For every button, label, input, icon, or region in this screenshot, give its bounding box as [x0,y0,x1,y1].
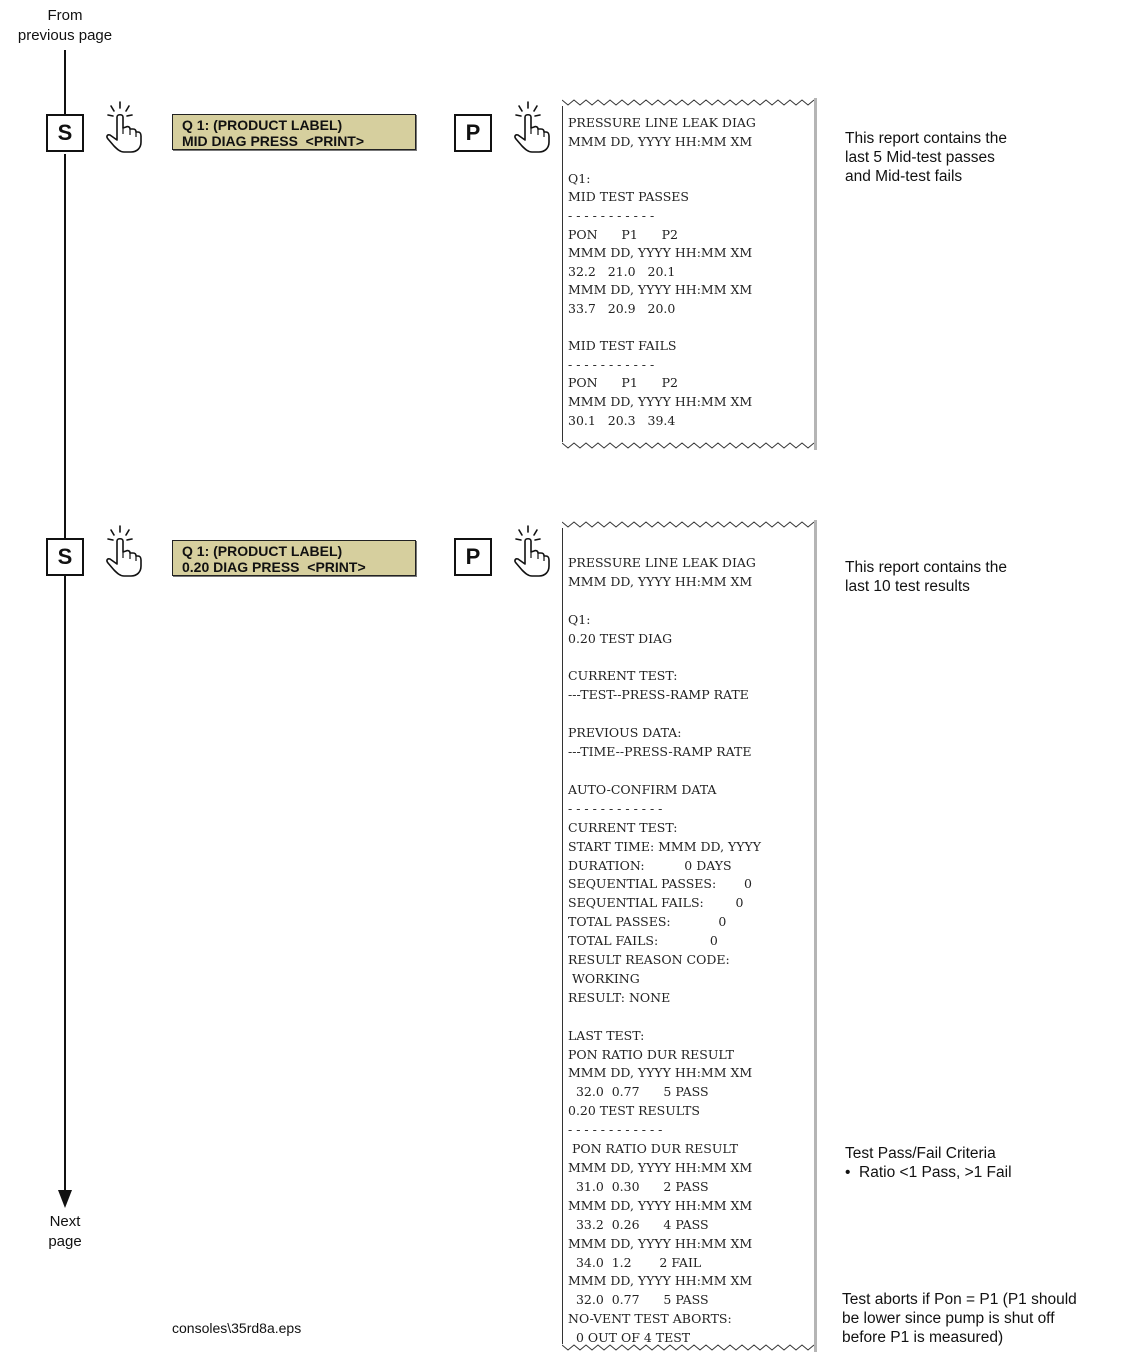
report-line: - - - - - - - - - - - - [568,800,663,816]
p-key[interactable]: P [454,538,492,576]
down-arrow-icon [58,1190,72,1210]
report-line: PRESSURE LINE LEAK DIAG [568,555,756,570]
report-line: PREVIOUS DATA: [568,725,682,741]
report-line: - - - - - - - - - - - [568,356,655,372]
report-line: 32.0 0.77 5 PASS [568,1292,709,1308]
report-line: WORKING [568,970,640,986]
report-line: 31.0 0.30 2 PASS [568,1178,709,1194]
report-line [568,319,814,338]
pointing-hand-icon [100,100,146,154]
pointing-hand-icon [100,524,146,578]
report-line: MMM DD, YYYY HH:MM XM [568,245,753,261]
report-line: MMM DD, YYYY HH:MM XM [568,1273,753,1289]
report-line: 30.1 20.3 39.4 [568,412,676,428]
report-line [568,592,814,611]
report-line: 32.2 21.0 20.1 [568,263,676,279]
report-line: RESULT REASON CODE: [568,952,730,968]
report-line: 33.7 20.9 20.0 [568,300,676,316]
report-line: 34.0 1.2 2 FAIL [568,1254,702,1270]
report-line: 0.20 TEST RESULTS [568,1103,700,1119]
test-abort-note: Test aborts if Pon = P1 (P1 should be lower since pump is shut off before P1 is measured) [842,1291,1077,1346]
report-line: PON P1 P2 [568,226,679,242]
report-line: START TIME: MMM DD, YYYY [568,838,762,854]
report-line: SEQUENTIAL PASSES: 0 [568,876,752,892]
report-line: PON P1 P2 [568,375,679,391]
report-line: 32.0 0.77 5 PASS [568,1084,709,1100]
report-line: CURRENT TEST: [568,819,678,835]
report-line: MMM DD, YYYY HH:MM XM [568,1160,753,1175]
next-page-label: Next page [48,1213,82,1250]
report-description-note: This report contains the last 10 test results [845,559,1007,595]
report-line: 33.2 0.26 4 PASS [568,1216,709,1232]
printed-report-receipt [562,98,817,450]
report-line: ---TEST--PRESS-RAMP RATE [568,687,749,703]
report-text [562,114,814,430]
torn-edge-top [562,520,814,528]
lcd-display: Q 1: (PRODUCT LABEL) MID DIAG PRESS <PRINT> [172,114,416,150]
report-line: MMM DD, YYYY HH:MM XM [568,282,753,298]
report-line: Q1: [568,611,591,627]
report-line: - - - - - - - - - - - [568,207,655,223]
report-line [568,1008,814,1027]
report-line: 0 OUT OF 4 TEST [568,1330,691,1346]
report-line: TOTAL PASSES: 0 [568,914,727,930]
report-line: Q1: [568,170,591,186]
report-line: RESULT: NONE [568,989,671,1005]
pointing-hand-icon [508,524,554,578]
report-line: SEQUENTIAL FAILS: 0 [568,895,744,911]
report-line: PON RATIO DUR RESULT [568,1141,738,1157]
report-line: AUTO-CONFIRM DATA [568,781,717,797]
report-line [568,762,814,781]
report-line: CURRENT TEST: [568,668,678,684]
report-line [568,705,814,724]
report-description-note: This report contains the last 5 Mid-test passes and Mid-test fails [845,130,1007,185]
report-line: - - - - - - - - - - - - [568,1122,663,1138]
p-key[interactable]: P [454,114,492,152]
torn-edge-bottom [562,442,814,450]
report-line: PON RATIO DUR RESULT [568,1046,735,1062]
report-line: MID TEST PASSES [568,189,689,205]
flow-line-bottom [64,576,66,1194]
report-line [568,649,814,668]
report-line: MMM DD, YYYY HH:MM XM [568,1235,753,1251]
from-previous-page-label: From previous page [17,7,113,44]
pass-fail-criteria-note: Test Pass/Fail Criteria • Ratio <1 Pass, >1 Fail [845,1145,1012,1181]
s-key[interactable]: S [46,114,84,152]
printed-report-receipt [562,520,817,1352]
report-line: TOTAL FAILS: 0 [568,933,718,949]
report-line [568,151,814,170]
report-line: MMM DD, YYYY HH:MM XM [568,133,753,149]
report-line: MMM DD, YYYY HH:MM XM [568,573,753,589]
report-line: NO-VENT TEST ABORTS: [568,1311,732,1327]
source-filename: consoles\35rd8a.eps [172,1320,302,1336]
flow-line-middle [64,154,66,538]
lcd-display: Q 1: (PRODUCT LABEL) 0.20 DIAG PRESS <PRINT> [172,540,416,576]
report-line: MMM DD, YYYY HH:MM XM [568,1197,753,1213]
torn-edge-bottom [562,1344,814,1352]
s-key[interactable]: S [46,538,84,576]
report-line: ---TIME--PRESS-RAMP RATE [568,744,752,760]
report-line: MID TEST FAILS [568,338,677,354]
report-line: 0.20 TEST DIAG [568,630,673,646]
report-line: DURATION: 0 DAYS [568,857,732,873]
report-line: MMM DD, YYYY HH:MM XM [568,1065,753,1081]
report-line: MMM DD, YYYY HH:MM XM [568,393,753,409]
report-text [562,554,814,1348]
report-line: PRESSURE LINE LEAK DIAG [568,115,756,130]
torn-edge-top [562,98,814,106]
pointing-hand-icon [508,100,554,154]
flow-line-top [64,50,66,116]
report-line: LAST TEST: [568,1027,645,1043]
